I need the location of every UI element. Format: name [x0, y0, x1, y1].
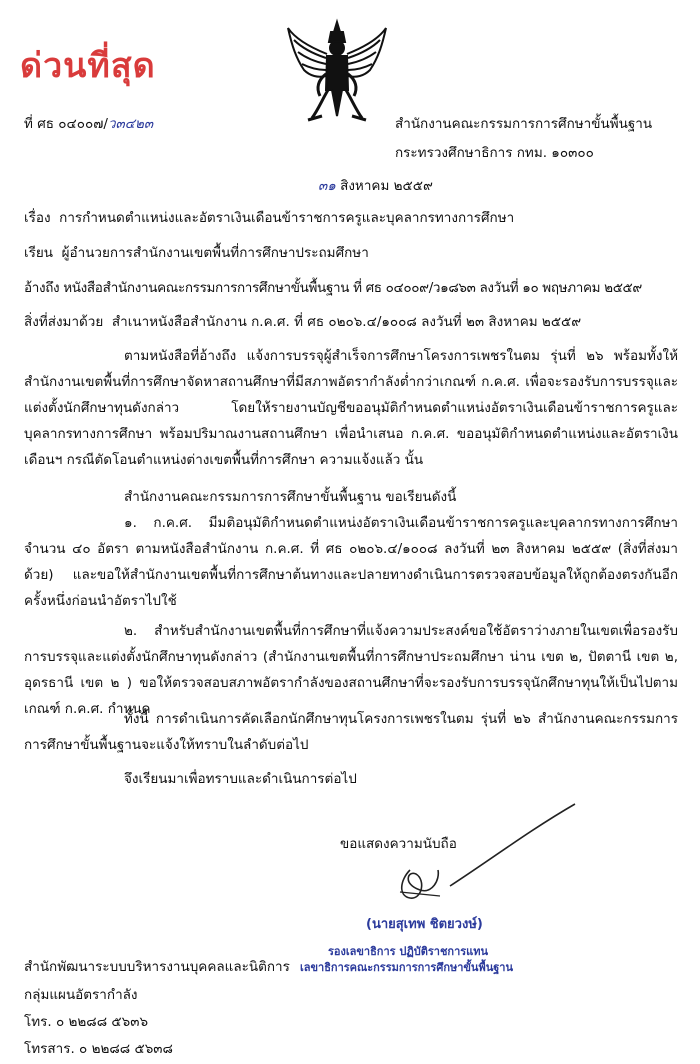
enclosure-line [24, 313, 581, 331]
signer-position-2: เลขาธิการคณะกรรมการการศึกษาขั้นพื้นฐาน [300, 961, 513, 974]
footer-group: กลุ่มแผนอัตรากำลัง [24, 987, 138, 1003]
subject-label: เรื่อง [24, 210, 51, 226]
footer-fax: โทรสาร. ๐ ๒๒๘๘ ๕๖๓๘ [24, 1041, 173, 1057]
urgent-stamp: ด่วนที่สุด [20, 46, 156, 86]
enclosure-label: สิ่งที่ส่งมาด้วย [24, 314, 104, 330]
date-day: ๓๑ [318, 178, 336, 194]
body-paragraph-1: ตามหนังสือที่อ้างถึง แจ้งการบรรจุผู้สำเร็จการศึกษาโครงการเพชรในตม รุ่นที่ ๒๖ พร้อมทั้งให้สำนักงานเขตพื้นที่การศึกษาจัดหาสถานศึกษาที่มีสภาพอัตรากำลังต่ำกว่าเกณฑ์ ก.ค.ศ. เพื่อจะรองรับการบรรจุและแต่งตั้งนักศึกษาทุนดังกล่าว โดยให้รายงานบัญชีขออนุมัติกำหนดตำแหน่งอัตราเงินเดือนข้าราชการครูและบุคลากรทางการศึกษา พร้อมปริมาณงานสถานศึกษา เพื่อนำเสนอ ก.ค.ศ. ขออนุมัติกำหนดตำแหน่งและอัตราเงินเดือนฯ กรณีตัดโอนตำแหน่งต่างเขตพื้นที่การศึกษา ความแจ้งแล้ว นั้น [24, 348, 678, 468]
body-paragraph-3: ๑. ก.ค.ศ. มีมติอนุมัติกำหนดตำแหน่งอัตราเงินเดือนข้าราชการครูและบุคลากรทางการศึกษา จำนวน ๔๐ อัตรา ตามหนังสือสำนักงาน ก.ค.ศ. ที่ ศธ ๐๒๐๖.๔/๑๐๐๘ ลงวันที่ ๒๓ สิงหาคม ๒๕๕๙ (สิ่งที่ส่งมาด้วย) และขอให้สำนักงานเขตพื้นที่การศึกษาต้นทางและปลายทางดำเนินการตรวจสอบข้อมูลให้ถูกต้องตรงกันอีกครั้งหนึ่งก่อนนำอัตราไปใช้ [24, 515, 678, 609]
reference-line [24, 279, 642, 297]
reference-label: อ้างถึง [24, 280, 60, 296]
recipient-line [24, 244, 369, 262]
body-paragraph-5: ทั้งนี้ การดำเนินการคัดเลือกนักศึกษาทุนโครงการเพชรในตม รุ่นที่ ๒๖ สำนักงานคณะกรรมการการศึกษาขั้นพื้นฐานจะแจ้งให้ทราบในลำดับต่อไป [24, 711, 678, 753]
recipient-label: เรียน [24, 245, 54, 261]
body-paragraph-2: สำนักงานคณะกรรมการการศึกษาขั้นพื้นฐาน ขอเรียนดังนี้ [124, 489, 457, 505]
body-paragraph-4: ๒. สำหรับสำนักงานเขตพื้นที่การศึกษาที่แจ้งความประสงค์ขอใช้อัตราว่างภายในเขตเพื่อรองรับการบรรจุและแต่งตั้งนักศึกษาทุนดังกล่าว (สำนักงานเขตพื้นที่การศึกษาประถมศึกษา น่าน เขต ๒, ปัตตานี เขต ๒, อุดรธานี เขต ๒ ) ขอให้ตรวจสอบสภาพอัตรากำลังของสถานศึกษาที่จะรองรับการบรรจุนักศึกษาทุนให้เป็นไปตามเกณฑ์ ก.ค.ศ. กำหนด [24, 623, 678, 717]
signer-name: (นายสุเทพ ชิตยวงษ์) [366, 917, 483, 932]
date-month-year: สิงหาคม ๒๕๕๙ [335, 178, 433, 194]
signer-position-1: รองเลขาธิการ ปฏิบัติราชการแทน [328, 945, 489, 958]
letter-date [318, 177, 433, 195]
garuda-emblem-icon [282, 18, 392, 130]
footer-tel: โทร. ๐ ๒๒๘๘ ๕๖๓๖ [24, 1014, 149, 1030]
organization-address: กระทรวงศึกษาธิการ กทม. ๑๐๓๐๐ [395, 145, 594, 161]
subject-line [24, 209, 514, 227]
reference-prefix: ที่ ศธ ๐๔๐๐๗/ [24, 116, 108, 132]
enclosure-text: สำเนาหนังสือสำนักงาน ก.ค.ศ. ที่ ศธ ๐๒๐๖.๔/๑๐๐๘ ลงวันที่ ๒๓ สิงหาคม ๒๕๕๙ [111, 314, 582, 330]
recipient-text: ผู้อำนวยการสำนักงานเขตพื้นที่การศึกษาประถมศึกษา [61, 245, 369, 261]
reference-text: หนังสือสำนักงานคณะกรรมการการศึกษาขั้นพื้นฐาน ที่ ศธ ๐๔๐๐๙/ว๑๘๖๓ ลงวันที่ ๑๐ พฤษภาคม ๒๕๕๙ [63, 280, 642, 296]
signature-scribble [380, 800, 580, 910]
footer-office: สำนักพัฒนาระบบบริหารงานบุคคลและนิติการ [24, 959, 290, 975]
reference-number [24, 115, 153, 133]
subject-text: การกำหนดตำแหน่งและอัตราเงินเดือนข้าราชการครูและบุคลากรทางการศึกษา [59, 210, 515, 226]
body-paragraph-6: จึงเรียนมาเพื่อทราบและดำเนินการต่อไป [124, 771, 357, 787]
reference-handwritten-number: ว๓๔๒๓ [107, 116, 154, 132]
organization-name: สำนักงานคณะกรรมการการศึกษาขั้นพื้นฐาน [395, 116, 653, 132]
closing-text: ขอแสดงความนับถือ [340, 836, 457, 852]
